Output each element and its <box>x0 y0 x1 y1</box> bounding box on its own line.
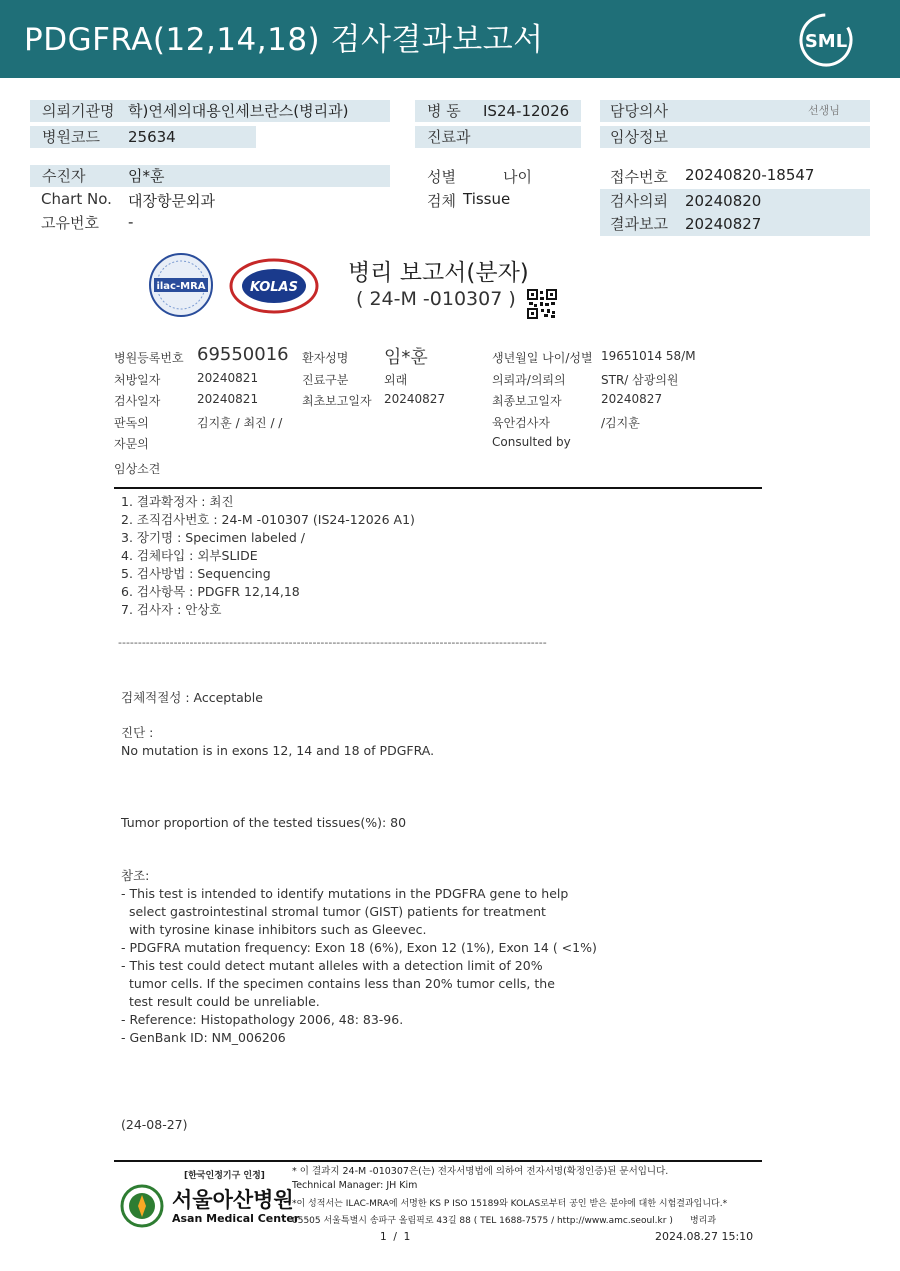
care-type-value: 외래 <box>384 373 408 387</box>
clinical-info-label: 임상정보 <box>610 128 668 146</box>
kolas-logo <box>229 258 319 314</box>
specimen-value: Tissue <box>463 190 511 208</box>
note-line: - This test is intended to identify mutations in the PDGFRA gene to help <box>121 886 569 901</box>
section-divider-top <box>114 487 762 489</box>
diagnosis-text: No mutation is in exons 12, 14 and 18 of PDGFRA. <box>121 743 435 758</box>
request-org-field <box>30 100 390 122</box>
care-type-label: 진료구분 <box>302 373 349 387</box>
ilac-mra-text: ilac-MRA <box>156 281 206 292</box>
footer-accreditation-notice: *이 성적서는 ILAC-MRA에 서명한 KS P ISO 15189와 KOLAS로부터 공인 받은 분야에 대한 시험결과입니다.* <box>292 1199 728 1209</box>
receipt-value: 20240820-18547 <box>685 166 815 184</box>
tumor-proportion: Tumor proportion of the tested tissues(%): 80 <box>121 815 407 830</box>
sex-label: 성별 <box>427 168 456 186</box>
report-title: 병리 보고서(분자) <box>348 260 529 286</box>
order-value: 20240820 <box>685 192 762 210</box>
sml-logo <box>798 12 854 68</box>
detail-item: 1. 결과확정자 : 최진 <box>121 494 234 509</box>
sml-logo-text: SML <box>804 31 848 52</box>
reader-label: 판독의 <box>114 416 149 430</box>
page-indicator: 1 / 1 <box>380 1231 411 1243</box>
detail-item: 7. 검사자 : 안상호 <box>121 602 222 617</box>
note-line: select gastrointestinal stromal tumor (GIST) patients for treatment <box>121 904 546 919</box>
clinical-findings-label: 임상소견 <box>114 462 161 476</box>
doctor-field <box>600 100 870 122</box>
dob-value: 19651014 58/M <box>601 349 696 363</box>
specimen-label: 검체 <box>427 192 456 210</box>
report-header-title: PDGFRA(12,14,18) 검사결과보고서 <box>24 22 544 58</box>
rx-date-value: 20240821 <box>197 371 259 385</box>
hospital-name-en: Asan Medical Center <box>172 1212 300 1225</box>
first-report-label: 최초보고일자 <box>302 394 372 408</box>
gross-examiner-value: /김지훈 <box>601 416 640 430</box>
ilac-mra-logo <box>148 252 214 318</box>
rx-date-label: 처방일자 <box>114 373 161 387</box>
note-line: - PDGFRA mutation frequency: Exon 18 (6%), Exon 12 (1%), Exon 14 ( <1%) <box>121 940 597 955</box>
reg-no-label: 병원등록번호 <box>114 351 184 365</box>
note-line: with tyrosine kinase inhibitors such as Gleevec. <box>121 922 427 937</box>
footer-esign-notice: * 이 결과지 24-M -010307은(는) 전자서명법에 의하여 전자서명(확정인증)된 문서입니다. <box>292 1166 669 1177</box>
exam-date-label: 검사일자 <box>114 394 161 408</box>
asan-emblem-icon <box>120 1184 164 1228</box>
note-line: tumor cells. If the specimen contains less than 20% tumor cells, the <box>121 976 555 991</box>
note-line: test result could be unreliable. <box>121 994 320 1009</box>
dob-label: 생년월일 나이/성별 <box>492 351 593 365</box>
detail-item: 2. 조직검사번호 : 24-M -010307 (IS24-12026 A1) <box>121 512 415 527</box>
chart-value: 대장항문외과 <box>128 192 215 210</box>
first-report-value: 20240827 <box>384 392 446 406</box>
note-line: - This test could detect mutant alleles with a detection limit of 20% <box>121 958 543 973</box>
patient-value: 임*훈 <box>128 167 165 185</box>
ward-label: 병 동 <box>427 102 461 120</box>
ward-field <box>415 100 581 122</box>
footer-address: 05505 서울특별시 송파구 올림픽로 43길 88 ( TEL 1688-7575 / http://www.amc.seoul.kr ) 병리과 <box>292 1216 717 1226</box>
ref-dept-value: STR/ 삼광의원 <box>601 373 679 387</box>
chart-label: Chart No. <box>41 190 112 208</box>
consulted-by-label: Consulted by <box>492 435 571 449</box>
patient-field <box>30 165 390 187</box>
note-line: - GenBank ID: NM_006206 <box>121 1030 286 1045</box>
section-divider-bottom <box>114 1160 762 1162</box>
hospital-name-ko: 서울아산병원 <box>172 1188 294 1212</box>
hospital-code-value: 25634 <box>128 128 176 146</box>
report-number: ( 24-M -010307 ) <box>356 288 516 310</box>
patient-label: 수진자 <box>42 167 86 185</box>
diagnosis-label: 진단 : <box>121 725 154 740</box>
detail-item: 4. 검체타입 : 외부SLIDE <box>121 548 258 563</box>
dept-label: 진료과 <box>427 128 471 146</box>
cert-label: [한국인정기구 인정] <box>184 1171 265 1181</box>
result-value: 20240827 <box>685 215 762 233</box>
gross-examiner-label: 육안검사자 <box>492 416 550 430</box>
specimen-adequacy: 검체적절성 : Acceptable <box>121 690 263 705</box>
note-line: - Reference: Histopathology 2006, 48: 83-96. <box>121 1012 404 1027</box>
doctor-value: 선생님 <box>808 104 840 117</box>
dashed-separator: ------------------------------------------------------------------------------------------------------------ <box>118 636 547 649</box>
ward-value: IS24-12026 <box>483 102 570 120</box>
report-date: (24-08-27) <box>121 1117 188 1132</box>
report-header <box>0 0 900 78</box>
order-result-block <box>600 189 870 236</box>
ref-dept-label: 의뢰과/의뢰의 <box>492 373 566 387</box>
kolas-text: KOLAS <box>249 280 299 295</box>
unique-no-label: 고유번호 <box>41 214 99 232</box>
detail-item: 3. 장기명 : Specimen labeled / <box>121 530 305 545</box>
notes-label: 참조: <box>121 868 150 883</box>
request-org-label: 의뢰기관명 <box>42 102 115 120</box>
unique-no-value: - <box>128 213 134 231</box>
age-label: 나이 <box>503 168 532 186</box>
qr-code-icon <box>527 289 557 319</box>
hospital-code-label: 병원코드 <box>42 128 100 146</box>
order-label: 검사의뢰 <box>610 192 668 210</box>
dept-field <box>415 126 581 148</box>
hospital-code-field <box>30 126 256 148</box>
receipt-label: 접수번호 <box>610 168 668 186</box>
exam-date-value: 20240821 <box>197 392 259 406</box>
doctor-label: 담당의사 <box>610 102 668 120</box>
reg-no-value: 69550016 <box>197 344 289 365</box>
detail-item: 5. 검사방법 : Sequencing <box>121 566 271 581</box>
result-label: 결과보고 <box>610 215 668 233</box>
reader-value: 김지훈 / 최진 / / <box>197 416 283 430</box>
request-org-value: 학)연세의대용인세브란스(병리과) <box>128 102 349 120</box>
footer-technical-manager: Technical Manager: JH Kim <box>292 1180 418 1191</box>
final-report-label: 최종보고일자 <box>492 394 562 408</box>
print-timestamp: 2024.08.27 15:10 <box>655 1230 754 1243</box>
detail-item: 6. 검사항목 : PDGFR 12,14,18 <box>121 584 300 599</box>
patient-name-value: 임*훈 <box>384 347 428 368</box>
final-report-value: 20240827 <box>601 392 663 406</box>
patient-name-label: 환자성명 <box>302 351 349 365</box>
consultant-label: 자문의 <box>114 437 149 451</box>
clinical-info-field <box>600 126 870 148</box>
